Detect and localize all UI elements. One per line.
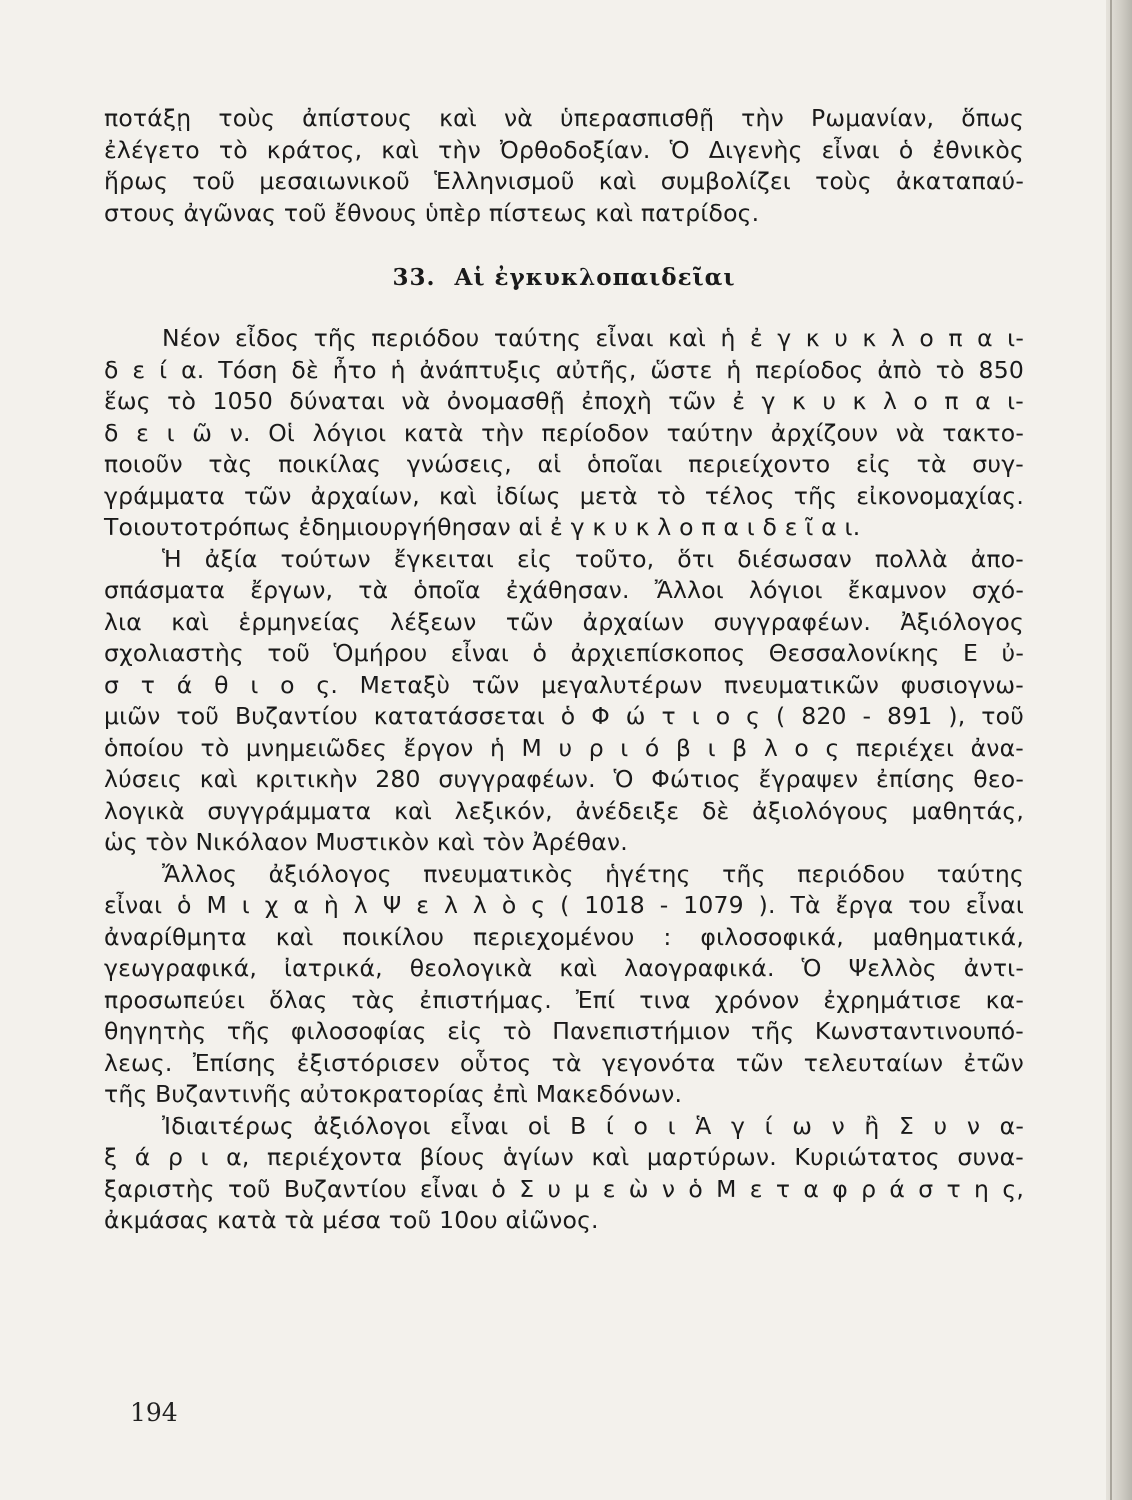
text-line: ποιοῦν τὰς ποικίλας γνώσεις, αἱ ὁποῖαι περιείχοντο εἰς τὰ συγ- xyxy=(104,450,1024,478)
text-line: γεωγραφικά, ἰατρικά, θεολογικὰ καὶ λαογραφικά. Ὁ Ψελλὸς ἀντι- xyxy=(104,954,1024,982)
paragraph-intro xyxy=(104,103,1024,229)
text-line: ξαριστὴς τοῦ Βυζαντίου εἶναι ὁ Σ υ μ ε ὼ ν ὁ Μ ε τ α φ ρ ά σ τ η ς, xyxy=(104,1174,1024,1203)
text-line: προσωπεύει ὅλας τὰς ἐπιστήμας. Ἐπί τινα χρόνον ἐχρημάτισε κα- xyxy=(104,985,1024,1014)
text-line: ὁποίου τὸ μνημειῶδες ἔργον ἡ Μ υ ρ ι ό β ι β λ ο ς περιέχει ἀνα- xyxy=(104,733,1024,762)
text-line: μιῶν τοῦ Βυζαντίου κατατάσσεται ὁ Φ ώ τ ι ο ς ( 820 - 891 ), τοῦ xyxy=(104,702,1024,730)
section-body xyxy=(104,323,1024,1237)
text-line: ἥρως τοῦ μεσαιωνικοῦ Ἑλληνισμοῦ καὶ συμβολίζει τοὺς ἀκαταπαύ- xyxy=(104,167,1024,195)
text-line: ἕως τὸ 1050 δύναται νὰ ὀνομασθῇ ἐποχὴ τῶν ἐ γ κ υ κ λ ο π α ι- xyxy=(104,387,1024,415)
text-line: Νέον εἶδος τῆς περιόδου ταύτης εἶναι καὶ ἡ ἐ γ κ υ κ λ ο π α ι- xyxy=(162,324,1024,352)
text-line: θηγητὴς τῆς φιλοσοφίας εἰς τὸ Πανεπιστήμιον τῆς Κωνσταντινουπό- xyxy=(104,1017,1024,1045)
text-line: δ ε ι ῶ ν. Οἱ λόγιοι κατὰ τὴν περίοδον ταύτην ἀρχίζουν νὰ τακτο- xyxy=(104,418,1024,447)
text-line: στους ἀγῶνας τοῦ ἔθνους ὑπὲρ πίστεως καὶ πατρίδος. xyxy=(104,198,760,227)
page-edge-shadow xyxy=(1106,0,1132,1500)
section-title: Αἱ ἐγκυκλοπαιδεῖαι xyxy=(454,264,736,291)
text-body xyxy=(104,103,1024,1237)
text-line: ὡς τὸν Νικόλαον Μυστικὸν καὶ τὸν Ἀρέθαν. xyxy=(104,828,628,856)
text-line: Τοιουτοτρόπως ἐδημιουργήθησαν αἱ ἐ γ κ υ κ λ ο π α ι δ ε ῖ α ι. xyxy=(104,513,861,541)
text-line: γράμματα τῶν ἀρχαίων, καὶ ἰδίως μετὰ τὸ τέλος τῆς εἰκονομαχίας. xyxy=(104,481,1024,510)
text-line: λύσεις καὶ κριτικὴν 280 συγγραφέων. Ὁ Φώτιος ἔγραψεν ἐπίσης θεο- xyxy=(104,765,1024,793)
text-line: ἀναρίθμητα καὶ ποικίλου περιεχομένου : φιλοσοφικά, μαθηματικά, xyxy=(104,922,1024,951)
section-number: 33. xyxy=(392,264,436,291)
text-line: λια καὶ ἑρμηνείας λέξεων τῶν ἀρχαίων συγγραφέων. Ἀξιόλογος xyxy=(104,607,1024,636)
text-line: Ἰδιαιτέρως ἀξιόλογοι εἶναι οἱ Β ί ο ι Ἁ γ ί ω ν ἢ Σ υ ν α- xyxy=(162,1111,1024,1140)
section-heading xyxy=(104,261,1024,295)
text-line: ποτάξῃ τοὺς ἀπίστους καὶ νὰ ὑπερασπισθῇ τὴν Ρωμανίαν, ὅπως xyxy=(104,104,1024,132)
text-line: ἀκμάσας κατὰ τὰ μέσα τοῦ 10ου αἰῶνος. xyxy=(104,1206,599,1234)
text-line: Ἡ ἀξία τούτων ἔγκειται εἰς τοῦτο, ὅτι διέσωσαν πολλὰ ἀπο- xyxy=(162,544,1024,573)
page-number: 194 xyxy=(130,1398,178,1427)
text-line: σχολιαστὴς τοῦ Ὁμήρου εἶναι ὁ ἀρχιεπίσκοπος Θεσσαλονίκης Ε ὐ- xyxy=(104,639,1024,667)
text-line: σ τ ά θ ι ο ς. Μεταξὺ τῶν μεγαλυτέρων πνευματικῶν φυσιογνω- xyxy=(104,670,1024,699)
text-line: σπάσματα ἔργων, τὰ ὁποῖα ἐχάθησαν. Ἄλλοι λόγιοι ἔκαμνον σχό- xyxy=(104,576,1024,604)
text-line: Ἄλλος ἀξιόλογος πνευματικὸς ἡγέτης τῆς περιόδου ταύτης xyxy=(162,859,1024,888)
text-line: λεως. Ἐπίσης ἐξιστόρισεν οὗτος τὰ γεγονότα τῶν τελευταίων ἐτῶν xyxy=(104,1048,1024,1077)
text-line: εἶναι ὁ Μ ι χ α ὴ λ Ψ ε λ λ ὸ ς ( 1018 - 1079 ). Τὰ ἔργα του εἶναι xyxy=(104,891,1024,919)
text-line: ξ ά ρ ι α, περιέχοντα βίους ἁγίων καὶ μαρτύρων. Κυριώτατος συνα- xyxy=(104,1143,1024,1171)
text-line: τῆς Βυζαντινῆς αὐτοκρατορίας ἐπὶ Μακεδόνων. xyxy=(104,1080,683,1108)
text-line: δ ε ί α. Τόση δὲ ἦτο ἡ ἀνάπτυξις αὐτῆς, ὥστε ἡ περίοδος ἀπὸ τὸ 850 xyxy=(104,355,1024,384)
text-line: ἐλέγετο τὸ κράτος, καὶ τὴν Ὀρθοδοξίαν. Ὁ Διγενὴς εἶναι ὁ ἐθνικὸς xyxy=(104,135,1024,164)
text-line: λογικὰ συγγράμματα καὶ λεξικόν, ἀνέδειξε δὲ ἀξιολόγους μαθητάς, xyxy=(104,796,1024,825)
